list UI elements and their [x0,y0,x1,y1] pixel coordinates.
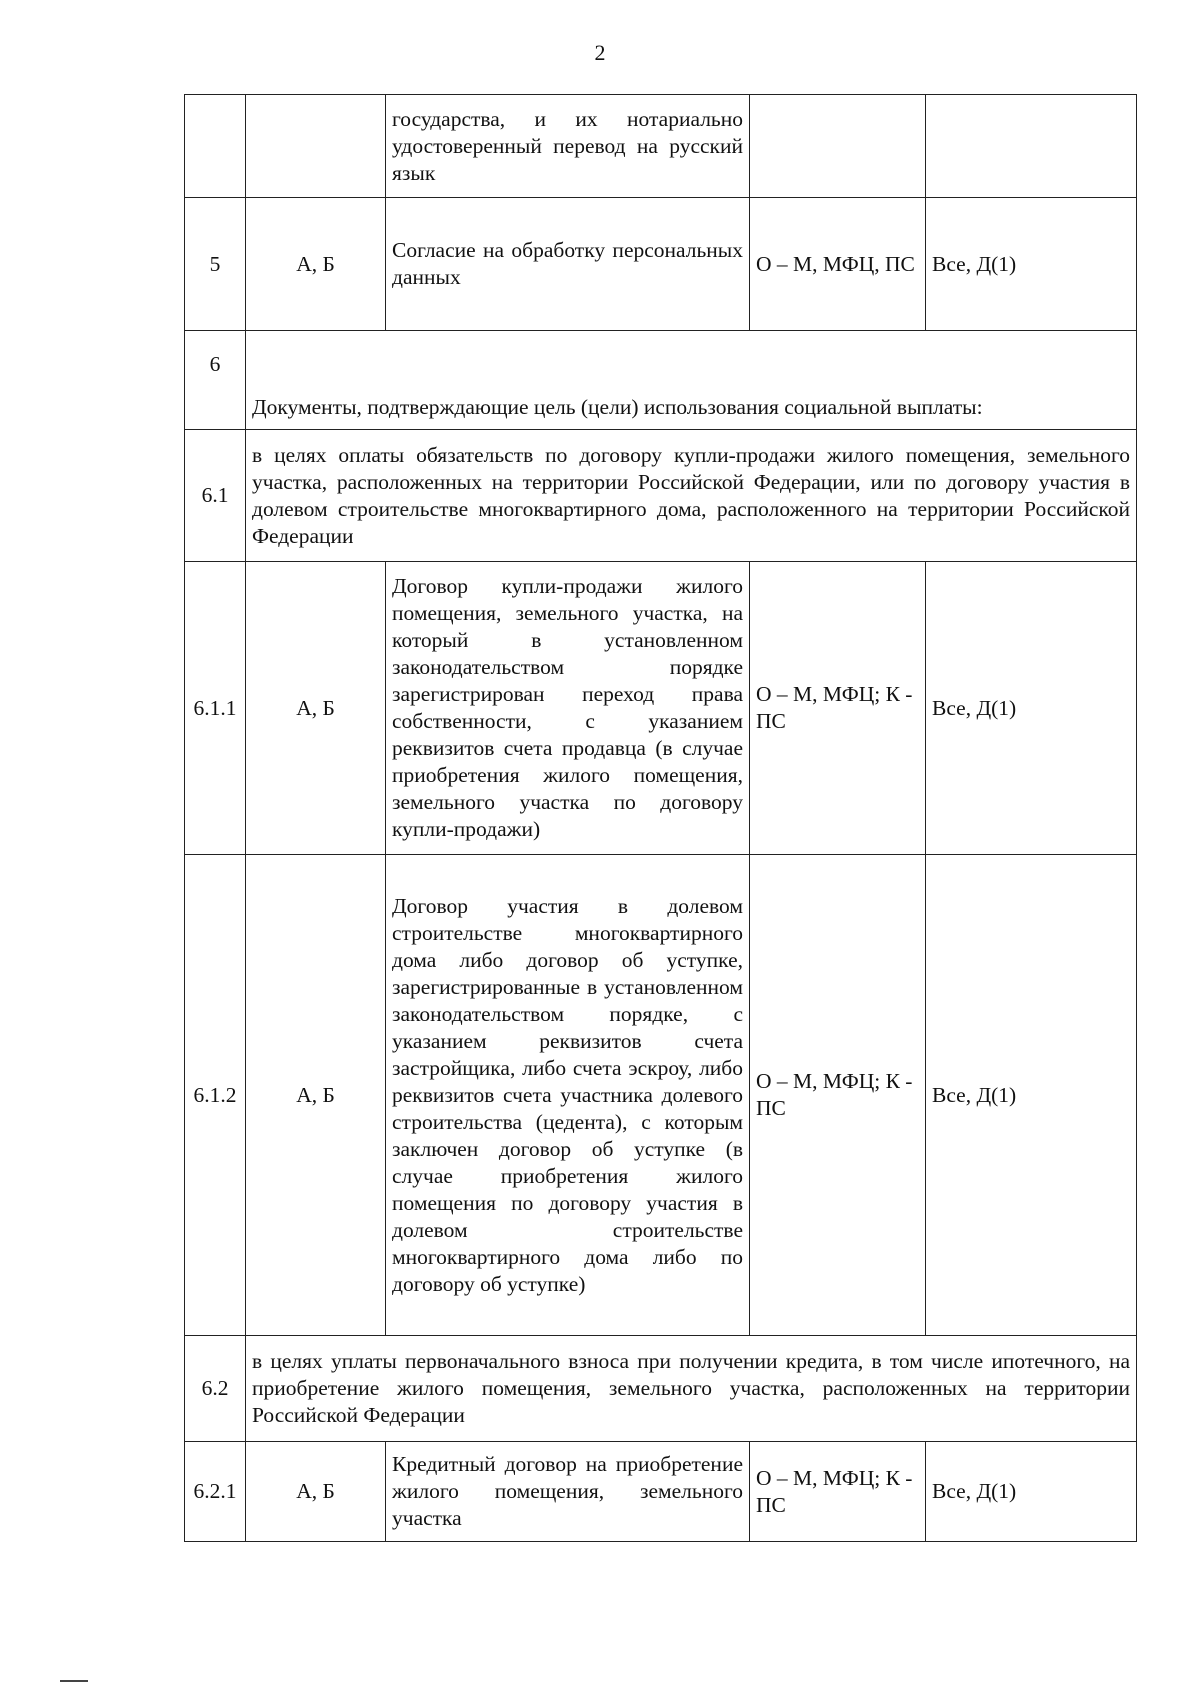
row-number [185,95,246,198]
row-category: А, Б [246,855,386,1336]
section-number: 6.2 [185,1336,246,1442]
row-category: А, Б [246,198,386,331]
table-row [185,198,1137,331]
row-submission-method: О – М, МФЦ; К - ПС [750,562,926,855]
row-document: Кредитный договор на приобретение жилого помещения, земельного участка [386,1442,750,1542]
row-number: 6.2.1 [185,1442,246,1542]
table-row [185,855,1137,1336]
documents-table [184,94,1137,1542]
page-number: 2 [594,40,606,65]
row-submission-method: О – М, МФЦ, ПС [750,198,926,331]
table-row [185,1442,1137,1542]
section-title: в целях оплаты обязательств по договору купли-продажи жилого помещения, земельного участка, расположенных на территории Российской Федерации, или по договору участия в долевом строительстве многоквартирного дома, расположенного на территории Российской Федерации [246,430,1137,562]
row-applicants: Все, Д(1) [926,1442,1137,1542]
section-title: Документы, подтверждающие цель (цели) использования социальной выплаты: [246,331,1137,430]
table-row [185,430,1137,562]
table-row [185,331,1137,430]
row-category [246,95,386,198]
row-category: А, Б [246,562,386,855]
table-row [185,95,1137,198]
row-document: государства, и их нотариально удостоверенный перевод на русский язык [386,95,750,198]
row-document: Договор участия в долевом строительстве многоквартирного дома либо договор об уступке, зарегистрированные в установленном законодательством порядке, с указанием реквизитов счета застройщика, либо счета эскроу, либо реквизитов счета участника долевого строительства (цедента), с которым заключен договор об уступке (в случае приобретения жилого помещения по договору участия в долевом строительстве многоквартирного дома либо по договору об уступке) [386,855,750,1336]
row-number: 6.1.1 [185,562,246,855]
row-document: Согласие на обработку персональных данных [386,198,750,331]
row-applicants: Все, Д(1) [926,198,1137,331]
section-number: 6 [185,331,246,430]
row-applicants: Все, Д(1) [926,855,1137,1336]
row-number: 5 [185,198,246,331]
row-submission-method [750,95,926,198]
row-submission-method: О – М, МФЦ; К - ПС [750,855,926,1336]
table-row [185,1336,1137,1442]
section-number: 6.1 [185,430,246,562]
row-applicants [926,95,1137,198]
row-number: 6.1.2 [185,855,246,1336]
row-document: Договор купли-продажи жилого помещения, земельного участка, на который в установленном законодательством порядке зарегистрирован переход права собственности, с указанием реквизитов счета продавца (в случае приобретения жилого помещения, земельного участка по договору купли-продажи) [386,562,750,855]
table-row [185,562,1137,855]
row-submission-method: О – М, МФЦ; К - ПС [750,1442,926,1542]
scan-mark [60,1680,88,1682]
row-applicants: Все, Д(1) [926,562,1137,855]
section-title: в целях уплаты первоначального взноса при получении кредита, в том числе ипотечного, на приобретение жилого помещения, земельного участка, расположенных на территории Российской Федерации [246,1336,1137,1442]
row-category: А, Б [246,1442,386,1542]
